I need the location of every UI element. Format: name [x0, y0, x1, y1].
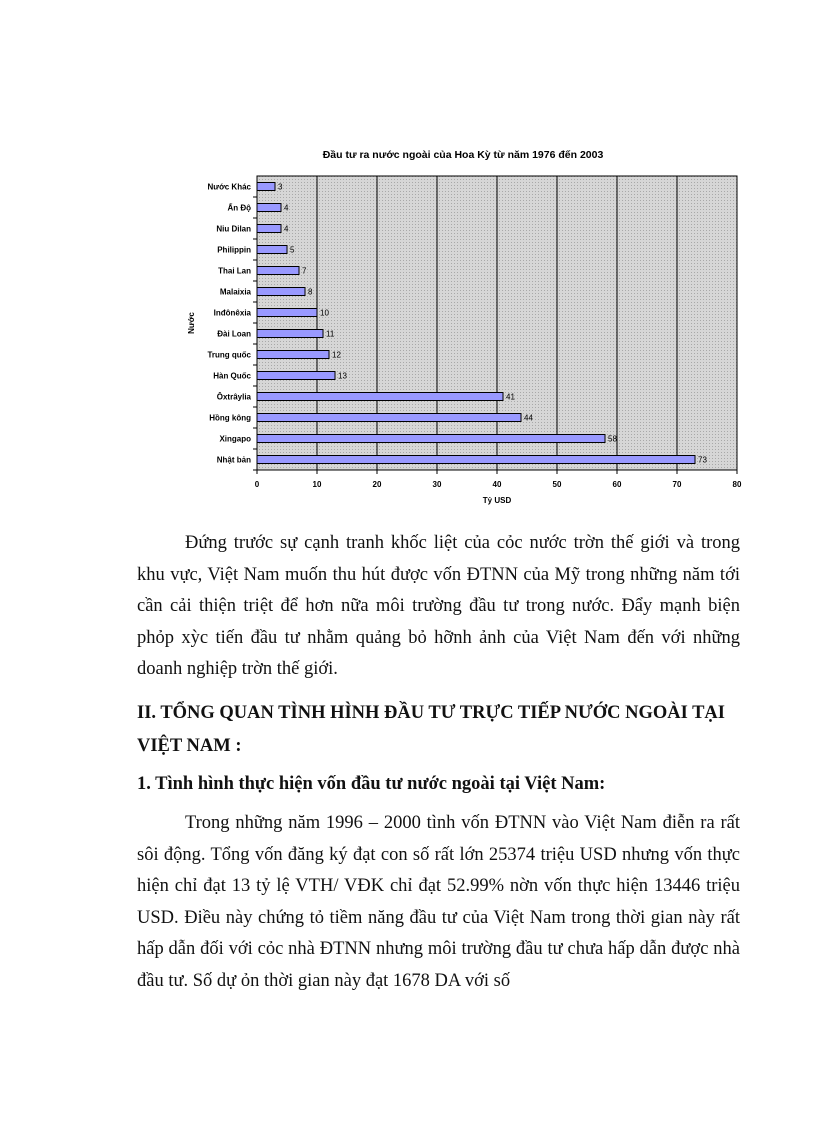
x-axis-label: Tỷ USD: [482, 496, 512, 505]
data-label: 5: [290, 245, 295, 255]
data-label: 13: [338, 371, 347, 381]
category-label: Malaixia: [219, 287, 251, 297]
data-label: 8: [308, 287, 313, 297]
category-label: Inđônêxia: [213, 308, 251, 318]
category-label: Philippin: [217, 245, 251, 255]
bar: [257, 204, 281, 212]
sub-heading: 1. Tình hình thực hiện vốn đầu tư nước ngoài tại Việt Nam:: [137, 774, 606, 794]
category-label: Hồng kông: [209, 413, 251, 423]
data-label: 4: [284, 203, 289, 213]
section-heading: II. TỔNG QUAN TÌNH HÌNH ĐẦU TƯ TRỰC TIẾP NƯỚC NGOÀI TẠI VIỆT NAM :: [137, 703, 725, 756]
category-label: Đài Loan: [217, 329, 251, 339]
category-label: Nước Khác: [207, 182, 251, 192]
bar: [257, 246, 287, 254]
data-label: 73: [698, 455, 707, 465]
bar: [257, 372, 335, 380]
x-tick-label: 0: [254, 480, 260, 489]
bar: [257, 456, 695, 464]
data-label: 7: [302, 266, 307, 276]
bar: [257, 309, 317, 317]
data-label: 44: [524, 413, 533, 423]
category-label: Xingapo: [219, 434, 251, 444]
bar: [257, 435, 605, 443]
bar: [257, 267, 299, 275]
bar-chart-svg: [187, 140, 760, 515]
x-tick-label: 80: [732, 480, 742, 489]
category-label: Trung quốc: [207, 350, 251, 360]
data-label: 10: [320, 308, 329, 318]
y-axis-label: Nước: [187, 312, 196, 334]
bar: [257, 183, 275, 191]
data-label: 11: [326, 329, 335, 339]
chart-title: Đầu tư ra nước ngoài của Hoa Kỳ từ năm 1976 đến 2003: [322, 149, 604, 161]
category-label: Thai Lan: [218, 266, 251, 276]
x-tick-label: 60: [612, 480, 622, 489]
bar: [257, 414, 521, 422]
chart: [187, 140, 760, 515]
intro-paragraph: Đứng trước sự cạnh tranh khốc liệt của cỏc nước trờn thế giới và trong khu vực, Việt Nam muốn thu hút được vốn ĐTNN của Mỹ trong những năm tới cần cải thiện triệt để hơn nữa môi trường đầu tư trong nước. Đẩy mạnh biện phỏp xỳc tiến đầu tư nhằm quảng bỏ hỡnh ảnh của Việt Nam đến với những doanh nghiệp trờn thế giới.: [137, 533, 740, 680]
bar: [257, 351, 329, 359]
x-tick-label: 50: [552, 480, 562, 489]
x-tick-label: 40: [492, 480, 502, 489]
data-label: 4: [284, 224, 289, 234]
category-label: Ấn Độ: [227, 203, 251, 213]
x-tick-label: 20: [372, 480, 382, 489]
bar: [257, 288, 305, 296]
data-label: 58: [608, 434, 617, 444]
data-label: 3: [278, 182, 283, 192]
data-label: 41: [506, 392, 515, 402]
x-tick-label: 30: [432, 480, 442, 489]
x-tick-label: 10: [312, 480, 322, 489]
bar: [257, 330, 323, 338]
data-label: 12: [332, 350, 341, 360]
x-tick-label: 70: [672, 480, 682, 489]
category-label: Ôxtrâylia: [216, 392, 251, 402]
category-label: Hàn Quốc: [213, 371, 251, 381]
category-label: Nhật bản: [216, 455, 251, 465]
category-label: Niu Dilan: [216, 224, 251, 234]
bar: [257, 225, 281, 233]
body-paragraph: Trong những năm 1996 – 2000 tình vốn ĐTNN vào Việt Nam điễn ra rất sôi động. Tổng vốn đăng ký đạt con số rất lớn 25374 triệu USD nhưng vốn thực hiện chỉ đạt 13 tỷ lệ VTH/ VĐK chỉ đạt 52.99% nờn vốn thực hiện 13446 triệu USD. Điều này chứng tỏ tiềm năng đầu tư của Việt Nam trong thời gian này rất hấp dẫn đối với cỏc nhà ĐTNN nhưng môi trường đầu tư chưa hấp dẫn được nhà đầu tư. Số dự ỏn thời gian này đạt 1678 DA với số: [137, 813, 740, 991]
bar: [257, 393, 503, 401]
